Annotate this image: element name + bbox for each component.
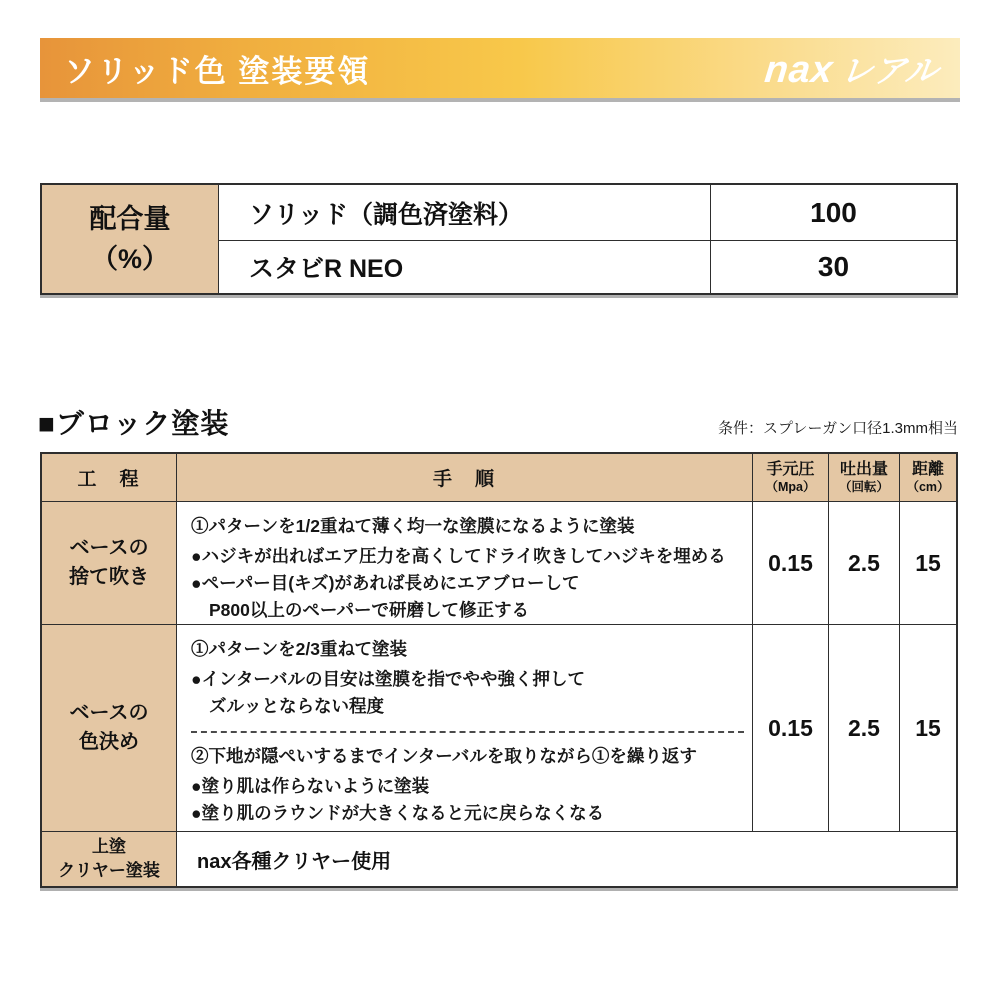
step-line: ●ペーパー目(キズ)があれば長めにエアブローして: [191, 573, 580, 593]
row-base-color-pressure: 0.15: [753, 625, 829, 832]
row-base-color-discharge: 2.5: [829, 625, 900, 832]
row-base-tack-steps: [177, 502, 753, 625]
step-line: ①パターンを1/2重ねて薄く均一な塗膜になるように塗装: [191, 516, 635, 536]
col-header-distance-unit: （cm）: [906, 479, 950, 494]
col-header-distance-label: 距離: [911, 461, 944, 479]
row-clear-coat-note: nax各種クリヤー使用: [197, 850, 392, 873]
brand-nax-text: nax: [762, 48, 836, 91]
col-header-discharge-label: 吐出量: [839, 461, 888, 479]
page-title: ソリッド色 塗装要領: [64, 53, 371, 89]
mix-row-solid-value: 100: [711, 185, 956, 241]
row-clear-coat-process: [42, 832, 177, 886]
mix-ratio-table: [40, 183, 958, 295]
row-clear-coat-process-line1: 上塗: [92, 837, 126, 857]
row-base-color-process: [42, 625, 177, 832]
mix-row-stabi-value: 30: [817, 251, 850, 282]
mix-ratio-label-line2: （%）: [90, 244, 169, 274]
row-base-tack-process-line2: 捨て吹き: [69, 566, 149, 588]
step-line: P800以上のペーパーで研磨して修正する: [209, 600, 529, 620]
spray-gun-condition: 条件：スプレーガン口径1.3mm相当: [718, 420, 958, 437]
col-header-discharge-unit: （回転）: [838, 479, 889, 494]
col-header-discharge: [829, 454, 900, 502]
nax-real-logo: [762, 45, 940, 92]
mix-row-solid-name: ソリッド（調色済塗料）: [219, 185, 711, 241]
row-base-tack-discharge: 2.5: [829, 502, 900, 625]
row-base-tack-process-line1: ベースの: [69, 537, 149, 559]
col-header-distance: [900, 454, 956, 502]
block-section-header: [38, 398, 958, 442]
row-base-color-distance: 15: [900, 625, 956, 832]
mix-ratio-label-line1: 配合量: [89, 203, 171, 234]
mix-row-stabi-name: スタビR NEO: [219, 241, 711, 293]
row-clear-coat-process-line2: クリヤー塗装: [58, 861, 160, 880]
step-line: ●ハジキが出ればエア圧力を高くしてドライ吹きしてハジキを埋める: [191, 546, 726, 566]
procedure-table: [40, 452, 958, 888]
col-header-process: 工 程: [42, 454, 177, 502]
col-header-pressure-unit: （Mpa）: [765, 479, 816, 494]
dashed-divider: [191, 731, 744, 733]
step-line: ●塗り肌は作らないように塗装: [191, 776, 430, 796]
row-base-tack-pressure: 0.15: [753, 502, 829, 625]
row-base-color-process-line1: ベースの: [69, 702, 149, 724]
row-base-tack-process: [42, 502, 177, 625]
step-line: ●インターバルの目安は塗膜を指でやや強く押して: [191, 669, 585, 689]
step-line: ズルッとならない程度: [209, 696, 384, 716]
col-header-pressure: [753, 454, 829, 502]
step-line: ●塗り肌のラウンドが大きくなると元に戻らなくなる: [191, 803, 605, 823]
brand-real-text: レアル: [838, 51, 940, 89]
header-band: [40, 38, 960, 98]
row-base-tack-distance: 15: [900, 502, 956, 625]
col-header-pressure-label: 手元圧: [766, 461, 815, 479]
col-header-procedure: 手 順: [177, 454, 753, 502]
block-section-title: ■ブロック塗装: [38, 408, 230, 439]
step-line: ①パターンを2/3重ねて塗装: [191, 639, 408, 659]
row-base-color-process-line2: 色決め: [79, 731, 139, 753]
step-line: ②下地が隠ぺいするまでインターバルを取りながら①を繰り返す: [191, 746, 697, 766]
row-base-color-steps: [177, 625, 753, 832]
mix-ratio-label: [42, 185, 219, 293]
